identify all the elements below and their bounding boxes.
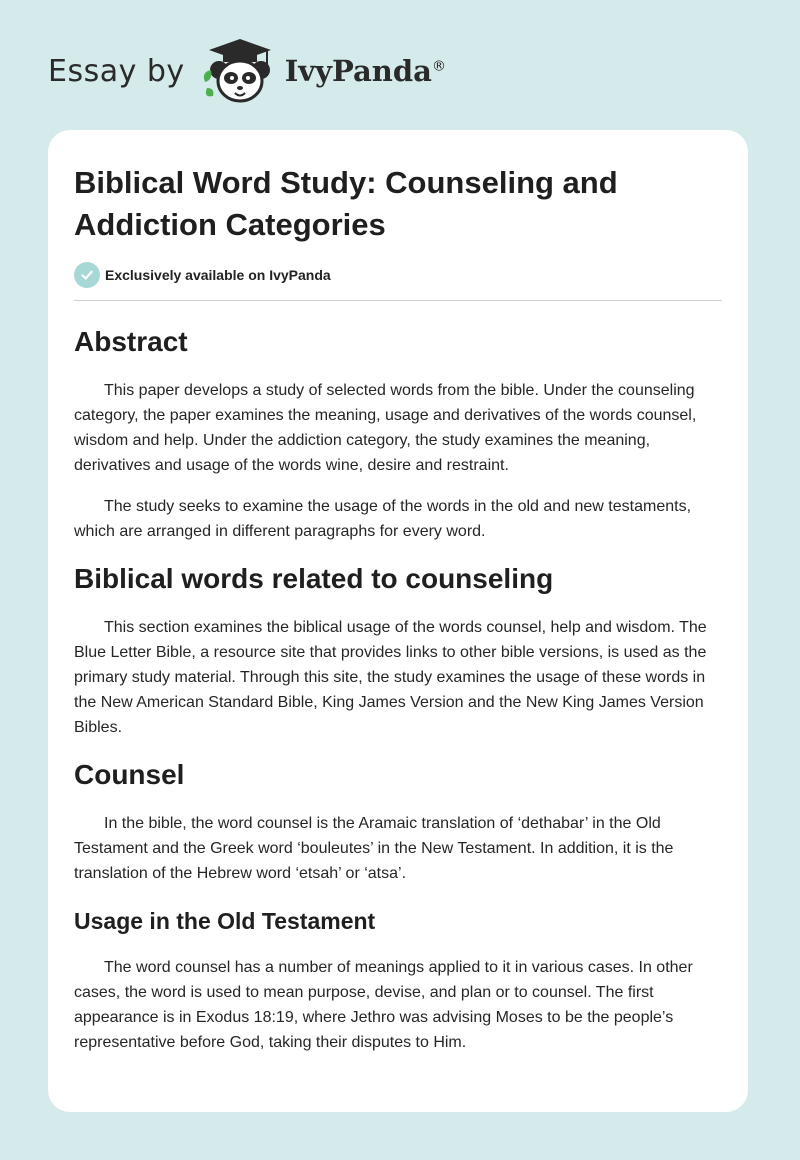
essay-card [48, 130, 748, 1112]
title-line-1: Biblical Word Study: Counseling and [74, 165, 618, 200]
counsel-paragraph: In the bible, the word counsel is the Aramaic translation of ‘dethabar’ in the Old Testament and the Greek word ‘bouleutes’ in the New Testament. In addition, it is the translation of the Hebrew word ‘etsah’ or ‘atsa’. [74, 815, 674, 882]
exclusive-badge [74, 262, 722, 288]
brand-name[interactable]: IvyPanda® [284, 54, 446, 88]
divider [74, 300, 722, 301]
abstract-paragraph-2: The study seeks to examine the usage of the words in the old and new testaments, which are arranged in different paragraphs for every word. [74, 498, 692, 540]
panda-graduate-icon[interactable] [199, 36, 281, 106]
old-testament-heading: Usage in the Old Testament [74, 908, 376, 934]
check-circle-icon [74, 262, 100, 288]
exclusive-label: Exclusively available on IvyPanda [105, 267, 331, 283]
title-line-2: Addiction Categories [74, 207, 386, 242]
abstract-paragraph-1: This paper develops a study of selected words from the bible. Under the counseling category, the paper examines the meaning, usage and derivatives of the words counsel, wisdom and help. Under the addiction category, the study examines the meaning, derivatives and usage of the words wine, desire and restraint. [74, 382, 697, 474]
page-title [74, 162, 722, 246]
counsel-heading: Counsel [74, 759, 185, 790]
site-header [48, 36, 748, 106]
counseling-heading: Biblical words related to counseling [74, 563, 554, 594]
old-testament-paragraph: The word counsel has a number of meanings applied to it in various cases. In other cases, the word is used to mean purpose, devise, and plan or to counsel. The first appearance is in Exodus 18:19, where Jethro was advising Moses to be the people’s representative before God, taking their disputes to Him. [74, 959, 693, 1051]
counseling-paragraph: This section examines the biblical usage of the words counsel, help and wisdom. The Blue Letter Bible, a resource site that provides links to other bible versions, is used as the primary study material. Through this site, the study examines the usage of these words in the New American Standard Bible, King James Version and the New King James Version Bibles. [74, 619, 707, 736]
essay-by-label: Essay by [48, 53, 185, 89]
abstract-heading: Abstract [74, 326, 188, 357]
